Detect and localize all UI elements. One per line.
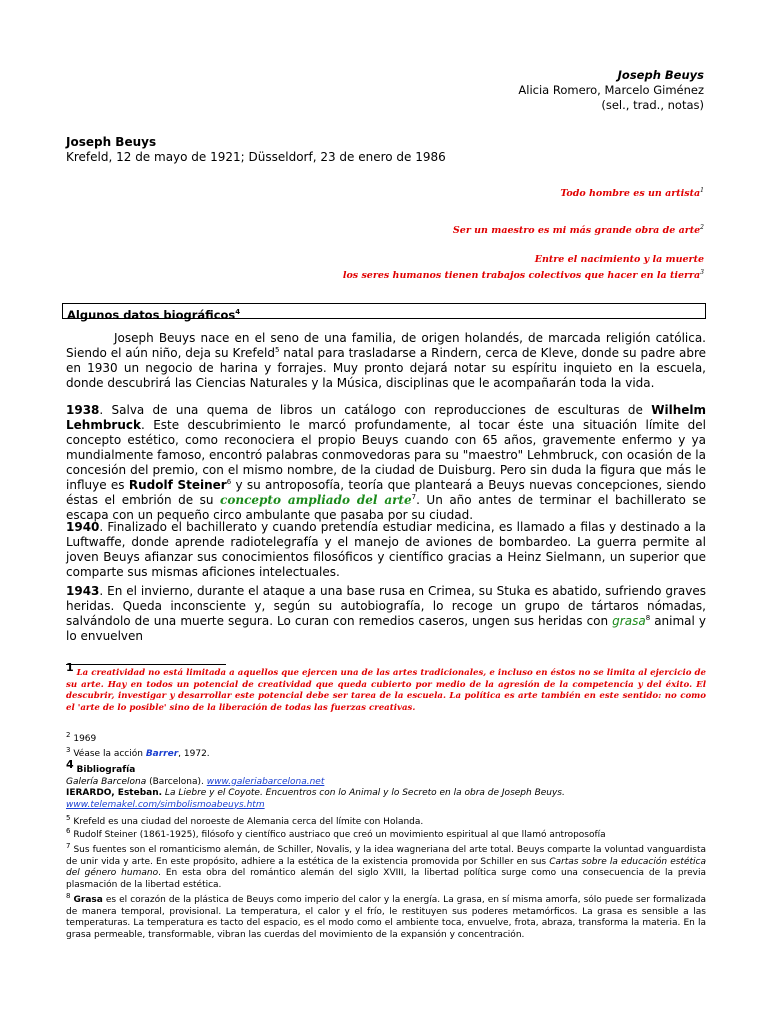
p2-ref7[interactable]: 7 bbox=[411, 493, 417, 501]
footnote-1 bbox=[66, 661, 706, 714]
quote-3 bbox=[343, 253, 704, 282]
fn5-text: Krefeld es una ciudad del noroeste de Alemania cerca del límite con Holanda. bbox=[73, 817, 424, 827]
paragraph-3 bbox=[66, 520, 706, 580]
fn7-text-a: Sus fuentes son el romanticismo alemán, de Schiller, Novalis, y la idea wagneriana del arte total. Beuys comparte la voluntad vanguardista de unir vida y arte. En este propósito, adhiere a la estética de la existencia promovida por Schiller en sus bbox=[66, 845, 706, 867]
quote-1-text: Todo hombre es un artista bbox=[560, 188, 701, 200]
p2-text-a: . Salva de una quema de libros un catálogo con reproducciones de esculturas de bbox=[99, 403, 652, 417]
quote-2-ref[interactable]: 2 bbox=[700, 224, 704, 231]
header-editors-note: (sel., trad., notas) bbox=[601, 98, 704, 112]
p3-year: 1940 bbox=[66, 520, 100, 534]
p1-text-b: natal para trasladarse a Rindern, cerca de Kleve, donde su padre abre en 1930 un negocio de harina y forrajes. Muy pronto dejará notar su espíritu inquieto en la escuela, donde descubrirá las Ciencias Naturales y la Música, disciplinas que le acompañarán toda la vida. bbox=[66, 346, 707, 390]
p2-year: 1938 bbox=[66, 403, 100, 417]
fn4-gallery-link[interactable]: www.galeriabarcelona.net bbox=[206, 776, 325, 787]
quote-3-line2: los seres humanos tienen trabajos colectivos que hacer en la tierra bbox=[342, 270, 701, 282]
fn7-book: Cartas sobre la educación estética del género humano bbox=[66, 856, 706, 878]
fn3-action-link[interactable]: Barrer bbox=[145, 749, 179, 759]
footnote-7 bbox=[66, 842, 706, 891]
subject-name: Joseph Beuys bbox=[66, 135, 157, 149]
p2-name-steiner: Rudolf Steiner bbox=[128, 478, 227, 492]
fn4-num: 4 bbox=[66, 758, 74, 771]
p2-text-c: y su antroposofía, teoría que planteará a Beuys nuevas concepciones, siendo éstas el embrión de su bbox=[66, 478, 706, 507]
fn2-num: 2 bbox=[66, 731, 71, 739]
fn6-num: 6 bbox=[66, 827, 71, 835]
footnote-separator bbox=[66, 664, 226, 665]
p4-text-b: animal y lo envuelven bbox=[66, 614, 707, 643]
p4-year: 1943 bbox=[66, 584, 100, 598]
section-title: Algunos datos biográficos bbox=[67, 307, 236, 322]
fn3-text-b: , 1972. bbox=[178, 749, 210, 759]
fn2-text: 1969 bbox=[73, 734, 97, 744]
document-header bbox=[518, 68, 704, 113]
footnote-8 bbox=[66, 892, 706, 941]
paragraph-1 bbox=[66, 331, 706, 391]
fn6-text: Rudolf Steiner (1861-1925), filósofo y científico austriaco que creó un movimiento espiritual al que llamó antroposofía bbox=[73, 830, 606, 840]
header-editors: Alicia Romero, Marcelo Giménez bbox=[518, 83, 704, 97]
p4-grasa-link[interactable]: grasa bbox=[612, 614, 646, 628]
quote-3-ref[interactable]: 3 bbox=[700, 269, 704, 276]
paragraph-4 bbox=[66, 584, 706, 644]
p1-ref[interactable]: 5 bbox=[274, 346, 280, 354]
fn1-text: La creatividad no está limitada a aquellos que ejercen una de las artes tradicionales, e incluso en éstos no se limita al ejercicio de su arte. Hay en todos un potencial de creatividad que queda cubierto por medio de la agresión de la competencia y del éxito. El descubrir, investigar y desarrollar este potencial debe ser tarea de la escuela. La política es arte también en este sentido: no como el 'arte de lo posible' sino de la liberación de todas las fuerzas creativas. bbox=[66, 668, 706, 713]
header-author: Joseph Beuys bbox=[617, 68, 704, 82]
p4-ref[interactable]: 8 bbox=[645, 614, 651, 622]
p3-text: . Finalizado el bachillerato y cuando pretendía estudiar medicina, es llamado a filas y destinado a la Luftwaffe, donde aprende radiotelegrafía y el manejo de aviones de bombardeo. La guerra permite al joven Beuys afianzar sus conocimientos filosóficos y científico gracias a Heinz Sielmann, un superior que comparte sus mismas aficiones intelectuales. bbox=[66, 520, 706, 579]
p2-name-lehmbruck: Wilhelm Lehmbruck bbox=[66, 403, 706, 432]
section-heading bbox=[62, 303, 706, 322]
quote-3-line1: Entre el nacimiento y la muerte bbox=[534, 254, 704, 265]
subject-block bbox=[66, 135, 446, 165]
p2-text-d: . Un año antes de terminar el bachillerato se escapa con un pequeño circo ambulante que pasaba por su ciudad. bbox=[66, 493, 706, 522]
fn3-num: 3 bbox=[66, 746, 71, 754]
fn4-author: IERARDO, Esteban. bbox=[66, 788, 163, 798]
quote-1-ref[interactable]: 1 bbox=[700, 187, 704, 194]
footnote-6 bbox=[66, 827, 706, 842]
fn3-text-a: Véase la acción bbox=[73, 749, 146, 759]
fn8-word: Grasa bbox=[73, 895, 103, 905]
fn4-gallery-name: Galería Barcelona bbox=[66, 776, 147, 787]
fn8-num: 8 bbox=[66, 892, 71, 900]
fn7-text-b: . En esta obra del romántico alemán del siglo XVIII, la libertad política surge como una consecuencia de la previa plasmación de la libertad estética. bbox=[66, 868, 706, 890]
footnote-5 bbox=[66, 814, 706, 829]
quote-2-text: Ser un maestro es mi más grande obra de arte bbox=[452, 225, 701, 237]
p2-text-b: . Este descubrimiento le marcó profundamente, al tocar éste una situación límite del concepto estético, como reconociera el propio Beuys cuando con 65 años, gravemente enfermo y ya mundialmente famoso, encontró palabras conmovedoras para su "maestro" Lehmbruck, con ocasión de la concesión del premio, con el mismo nombre, de la ciudad de Duisburg. Pero sin duda la figura que más le influye es bbox=[66, 418, 706, 492]
p2-ref6[interactable]: 6 bbox=[226, 478, 232, 486]
fn5-num: 5 bbox=[66, 814, 71, 822]
p1-text-a: Joseph Beuys nace en el seno de una familia, de origen holandés, de marcada religión católica. Siendo el aún niño, deja su Krefeld bbox=[66, 331, 706, 360]
subject-dates: Krefeld, 12 de mayo de 1921; Düsseldorf, 23 de enero de 1986 bbox=[66, 150, 446, 164]
fn4-gallery-city: (Barcelona). bbox=[146, 776, 207, 787]
paragraph-2 bbox=[66, 403, 706, 523]
footnote-2 bbox=[66, 731, 706, 746]
p4-text-a: . En el invierno, durante el ataque a una base rusa en Crimea, su Stuka es abatido, sufriendo graves heridas. Queda inconsciente y, según su autobiografía, lo recoge un grupo de tártaros nómadas, salvándolo de una muerte segura. Lo curan con remedios caseros, ungen sus heridas con bbox=[66, 584, 706, 628]
fn4-book-title: La Liebre y el Coyote. Encuentros con lo Animal y lo Secreto en la obra de Joseph Beuys. bbox=[162, 788, 565, 798]
section-ref[interactable]: 4 bbox=[235, 308, 241, 316]
footnote-3 bbox=[66, 746, 706, 761]
quote-1 bbox=[560, 184, 704, 200]
p2-concept-link[interactable]: concepto ampliado del arte bbox=[220, 493, 412, 507]
quote-2 bbox=[453, 221, 704, 237]
fn4-title: Bibliografía bbox=[76, 765, 136, 775]
fn4-telemakel-link[interactable]: www.telemakel.com/simbolismoabeuys.htm bbox=[66, 799, 265, 810]
fn7-num: 7 bbox=[66, 842, 71, 850]
fn1-num: 1 bbox=[66, 661, 74, 674]
fn8-text: es el corazón de la plástica de Beuys como imperio del calor y la energía. La grasa, en sí misma amorfa, sólo puede ser formalizada de manera temporal, provisional. La temperatura, el calor y el frío, le restituyen sus poderes metamórficos. La grasa es sensible a las temperaturas. La temperatura es tacto del espacio, es el modo como el ambiente toca, envuelve, frota, abraza, transforma la materia. En la grasa permeable, transformable, vibran las cuerdas del movimiento de la expansión y concentración. bbox=[66, 895, 706, 940]
footnote-4 bbox=[66, 758, 706, 811]
